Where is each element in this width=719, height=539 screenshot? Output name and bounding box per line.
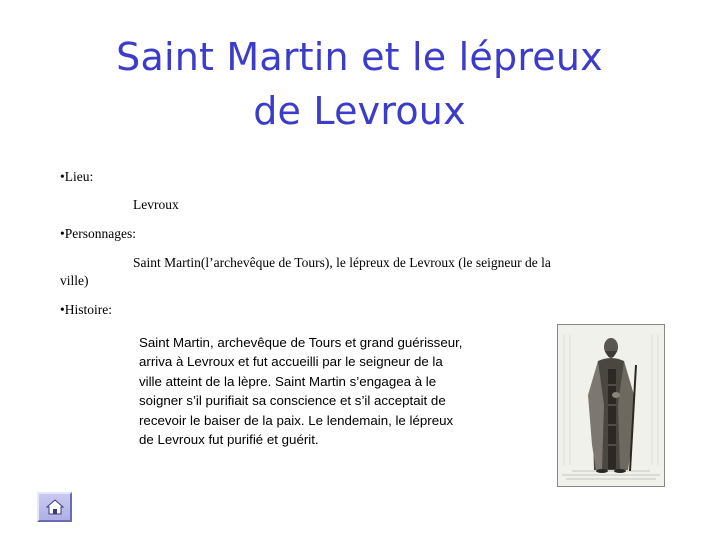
home-icon bbox=[46, 499, 64, 515]
histoire-line: Saint Martin, archevêque de Tours et grand guérisseur, bbox=[139, 335, 463, 350]
title-line-1: Saint Martin et le lépreux bbox=[116, 35, 603, 79]
personnages-value-line-2: ville) bbox=[60, 273, 89, 288]
histoire-line: ville atteint de la lèpre. Saint Martin s’engagea à le bbox=[139, 373, 437, 389]
histoire-line: de Levroux fut purifié et guérit. bbox=[139, 432, 319, 448]
histoire-label: •Histoire: bbox=[60, 302, 112, 317]
title-line-2: de Levroux bbox=[253, 89, 466, 133]
portrait-engraving bbox=[558, 325, 664, 486]
histoire-line: arriva à Levroux et fut accueilli par le seigneur de la bbox=[139, 354, 443, 370]
lieu-label: •Lieu: bbox=[60, 169, 94, 184]
histoire-line: recevoir le baiser de la paix. Le lendemain, le lépreux bbox=[139, 412, 454, 428]
page-title bbox=[0, 30, 719, 138]
home-button[interactable] bbox=[37, 492, 72, 522]
lieu-value: Levroux bbox=[133, 197, 179, 212]
personnages-label: •Personnages: bbox=[60, 226, 136, 241]
saint-martin-portrait bbox=[557, 324, 665, 487]
personnages-value-line-1: Saint Martin(l’archevêque de Tours), le lépreux de Levroux (le seigneur de la bbox=[133, 255, 551, 270]
histoire-line: soigner s’il purifiait sa conscience et s’il acceptait de bbox=[139, 393, 446, 409]
histoire-text bbox=[139, 333, 499, 449]
